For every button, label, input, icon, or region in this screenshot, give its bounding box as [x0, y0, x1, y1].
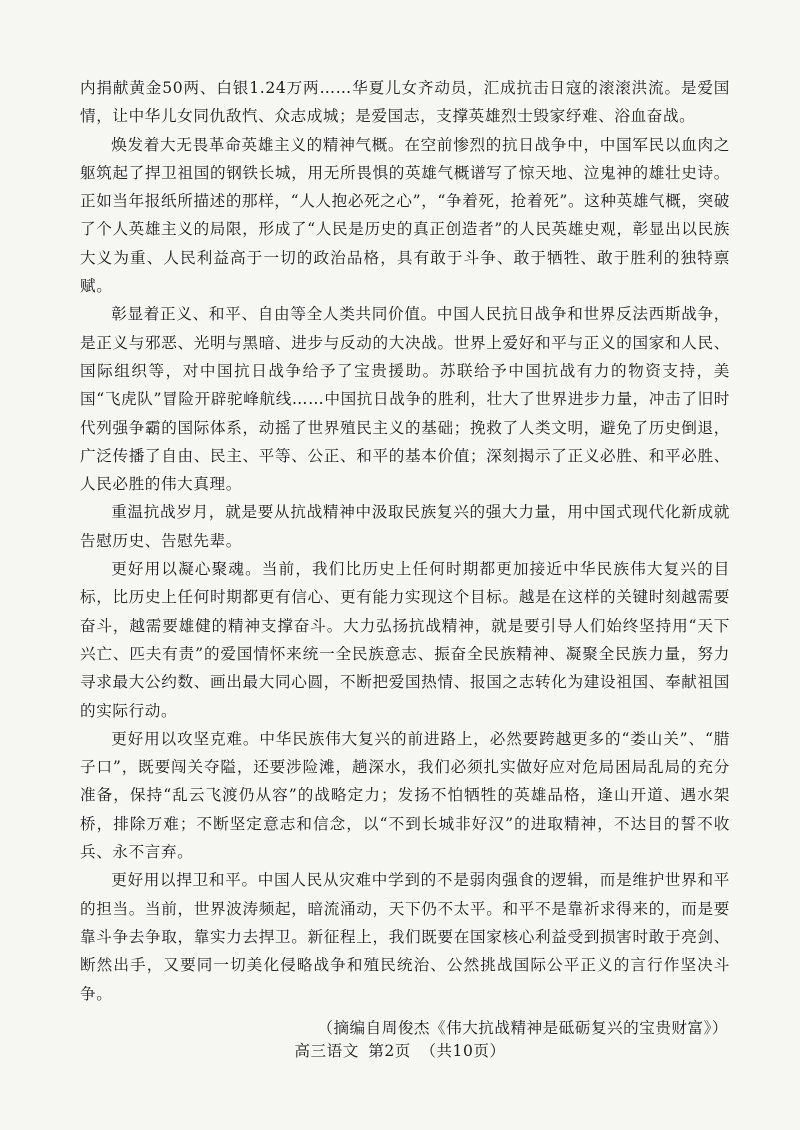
footer-subject: 高三语文: [294, 1042, 359, 1060]
paragraph-4: 重温抗战岁月，就是要从抗战精神中汲取民族复兴的强大力量，用中国式现代化新成就告慰历史、告慰先辈。: [80, 503, 730, 550]
paragraph-6: 更好用以攻坚克难。中华民族伟大复兴的前进路上，必然要跨越更多的“娄山关”、“腊子口”，既要闯关夺隘，还要涉险滩，趟深水，我们必须扎实做好应对危局困局乱局的充分准备，保持“乱云飞渡仍从容”的战略定力；发扬不怕牺牲的英雄品格，逢山开道、遇水架桥，排除万难；不断坚定意志和信念，以“不到长城非好汉”的进取精神，不达目的誓不收兵、永不言弃。: [80, 729, 730, 862]
paragraph-7: 更好用以捍卫和平。中国人民从灾难中学到的不是弱肉强食的逻辑，而是维护世界和平的担当。当前，世界波涛频起，暗流涌动，天下仍不太平。和平不是靠祈求得来的，而是要靠斗争去争取，靠实力去捍卫。新征程上，我们既要在国家核心利益受到损害时敢于亮剑、断然出手，又要同一切美化侵略战争和殖民统治、公然挑战国际公平正义的言行作坚决斗争。: [80, 871, 730, 1003]
footer-page-number: 第2页: [368, 1042, 411, 1060]
paragraph-3: 彰显着正义、和平、自由等全人类共同价值。中国人民抗日战争和世界反法西斯战争，是正义与邪恶、光明与黑暗、进步与反动的大决战。世界上爱好和平与正义的国家和人民、国际组织等，对中国抗日战争给予了宝贵援助。苏联给予中国抗战有力的物资支持，美国“飞虎队”冒险开辟驼峰航线……中国抗日战争的胜利，壮大了世界进步力量，冲击了旧时代列强争霸的国际体系，动摇了世界殖民主义的基础；挽救了人类文明，避免了历史倒退，广泛传播了自由、民主、平等、公正、和平的基本价值；深刻揭示了正义必胜、和平必胜、人民必胜的伟大真理。: [80, 305, 730, 494]
paragraph-5: 更好用以凝心聚魂。当前，我们比历史上任何时期都更加接近中华民族伟大复兴的目标，比历史上任何时期都更有信心、更有能力实现这个目标。越是在这样的关键时刻越需要奋斗，越需要雄健的精神支撑奋斗。大力弘扬抗战精神，就是要引导人们始终坚持用“天下兴亡、匹夫有责”的爱国情怀来统一全民族意志、振奋全民族精神、凝聚全民族力量，努力寻求最大公约数、画出最大同心圆，不断把爱国热情、报国之志转化为建设祖国、奉献祖国的实际行动。: [80, 560, 730, 720]
article-body: [80, 74, 730, 1042]
page-footer: [0, 1039, 800, 1061]
article-source: （摘编自周俊杰《伟大抗战精神是砥砺复兴的宝贵财富》）: [317, 1018, 728, 1037]
footer-total-pages: （共10页）: [420, 1042, 506, 1060]
paragraph-1: 内捐献黄金50两、白银1.24万两……华夏儿女齐动员，汇成抗击日寇的滚滚洪流。是爱国情，让中华儿女同仇敌忾、众志成城；是爱国志，支撑英雄烈士毁家纾难、浴血奋战。: [80, 79, 730, 126]
paragraph-2: 焕发着大无畏革命英雄主义的精神气概。在空前惨烈的抗日战争中，中国军民以血肉之躯筑起了捍卫祖国的钢铁长城，用无所畏惧的英雄气概谱写了惊天地、泣鬼神的雄壮史诗。正如当年报纸所描述的那样，“人人抱必死之心”，“争着死，抢着死”。这种英雄气概，突破了个人英雄主义的局限，形成了“人民是历史的真正创造者”的人民英雄史观，彰显出以民族大义为重、人民利益高于一切的政治品格，具有敢于斗争、敢于牺牲、敢于胜利的独特禀赋。: [80, 135, 730, 296]
